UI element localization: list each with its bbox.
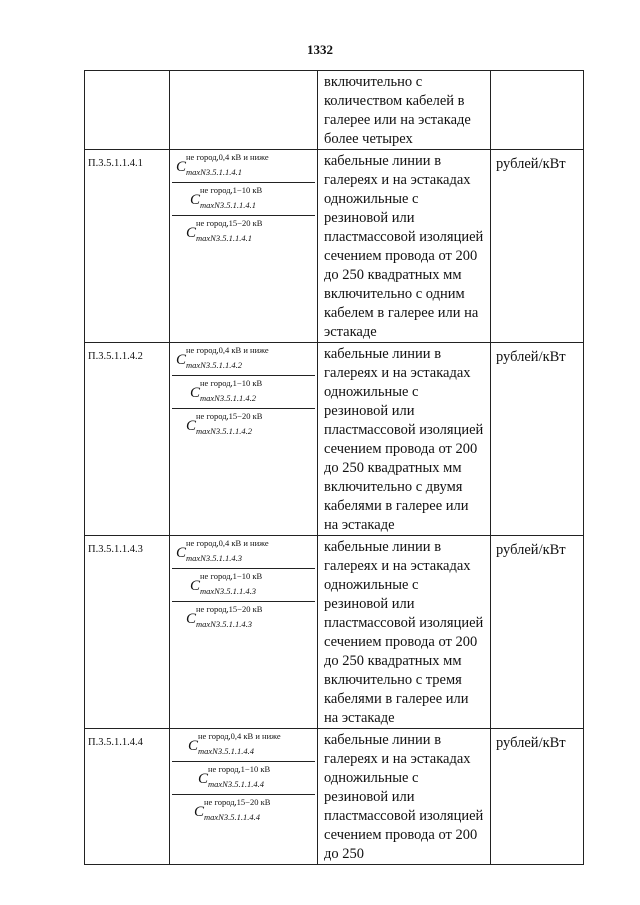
formula-block: [172, 216, 315, 248]
formula-symbol: C: [190, 578, 201, 594]
formula-superscript: не город,1−10 кВ: [208, 764, 271, 774]
formula-symbol: C: [194, 804, 205, 820]
formula-block: [172, 183, 315, 216]
code-cell: [85, 71, 170, 150]
table-row: [85, 729, 584, 865]
formula-subscript: maxN3.5.1.1.4.1: [200, 200, 256, 210]
formula-superscript: не город,0,4 кВ и ниже: [186, 538, 269, 548]
table-row: [85, 536, 584, 729]
formula-subscript: maxN3.5.1.1.4.4: [204, 812, 260, 822]
formula-symbol: C: [176, 159, 187, 175]
unit-cell: рублей/кВт: [491, 150, 584, 343]
formula-superscript: не город,15−20 кВ: [196, 604, 263, 614]
formula-symbol: C: [176, 545, 187, 561]
formula-block: [172, 762, 315, 795]
formula-superscript: не город,0,4 кВ и ниже: [198, 731, 281, 741]
formula-subscript: maxN3.5.1.1.4.3: [186, 553, 242, 563]
table-row: [85, 343, 584, 536]
formula-cell: [170, 150, 318, 343]
unit-cell: рублей/кВт: [491, 343, 584, 536]
tariff-table: [84, 70, 584, 865]
formula-subscript: maxN3.5.1.1.4.2: [186, 360, 242, 370]
formula-superscript: не город,0,4 кВ и ниже: [186, 345, 269, 355]
formula-subscript: maxN3.5.1.1.4.4: [198, 746, 254, 756]
table-row: [85, 71, 584, 150]
unit-cell: рублей/кВт: [491, 729, 584, 865]
formula-superscript: не город,0,4 кВ и ниже: [186, 152, 269, 162]
formula-block: [172, 536, 315, 569]
formula-superscript: не город,15−20 кВ: [196, 218, 263, 228]
formula-cell: [170, 71, 318, 150]
formula-superscript: не город,15−20 кВ: [204, 797, 271, 807]
formula-symbol: C: [186, 418, 197, 434]
formula-subscript: maxN3.5.1.1.4.3: [196, 619, 252, 629]
unit-cell: [491, 71, 584, 150]
formula-cell: [170, 343, 318, 536]
code-cell: П.3.5.1.1.4.4: [85, 729, 170, 865]
formula-superscript: не город,1−10 кВ: [200, 185, 263, 195]
formula-subscript: maxN3.5.1.1.4.2: [196, 426, 252, 436]
formula-symbol: C: [198, 771, 209, 787]
formula-block: [172, 376, 315, 409]
formula-block: [172, 409, 315, 441]
formula-symbol: C: [186, 225, 197, 241]
unit-cell: рублей/кВт: [491, 536, 584, 729]
formula-symbol: C: [190, 385, 201, 401]
formula-subscript: maxN3.5.1.1.4.1: [196, 233, 252, 243]
formula-cell: [170, 729, 318, 865]
description-cell: кабельные линии в галереях и на эстакадах одножильные с резиновой или пластмассовой изоляцией сечением провода от 200 до 250 квадратных мм включительно с тремя кабелями в галерее или на эстакаде: [318, 536, 491, 729]
formula-symbol: C: [188, 738, 199, 754]
description-cell: включительно с количеством кабелей в галерее или на эстакаде более четырех: [318, 71, 491, 150]
formula-subscript: maxN3.5.1.1.4.3: [200, 586, 256, 596]
formula-block: [172, 795, 315, 827]
code-cell: П.3.5.1.1.4.3: [85, 536, 170, 729]
description-cell: кабельные линии в галереях и на эстакадах одножильные с резиновой или пластмассовой изоляцией сечением провода от 200 до 250 квадратных мм включительно с одним кабелем в галерее или на эстакаде: [318, 150, 491, 343]
formula-cell: [170, 536, 318, 729]
description-cell: кабельные линии в галереях и на эстакадах одножильные с резиновой или пластмассовой изоляцией сечением провода от 200 до 250: [318, 729, 491, 865]
formula-subscript: maxN3.5.1.1.4.1: [186, 167, 242, 177]
table-row: [85, 150, 584, 343]
description-cell: кабельные линии в галереях и на эстакадах одножильные с резиновой или пластмассовой изоляцией сечением провода от 200 до 250 квадратных мм включительно с двумя кабелями в галерее или на эстакаде: [318, 343, 491, 536]
formula-superscript: не город,15−20 кВ: [196, 411, 263, 421]
formula-symbol: C: [190, 192, 201, 208]
code-cell: П.3.5.1.1.4.2: [85, 343, 170, 536]
formula-symbol: C: [186, 611, 197, 627]
formula-symbol: C: [176, 352, 187, 368]
formula-block: [172, 150, 315, 183]
page-number: 1332: [307, 42, 333, 57]
formula-superscript: не город,1−10 кВ: [200, 378, 263, 388]
formula-block: [172, 729, 315, 762]
formula-block: [172, 602, 315, 634]
formula-subscript: maxN3.5.1.1.4.4: [208, 779, 264, 789]
formula-subscript: maxN3.5.1.1.4.2: [200, 393, 256, 403]
formula-block: [172, 569, 315, 602]
formula-superscript: не город,1−10 кВ: [200, 571, 263, 581]
formula-block: [172, 343, 315, 376]
code-cell: П.3.5.1.1.4.1: [85, 150, 170, 343]
